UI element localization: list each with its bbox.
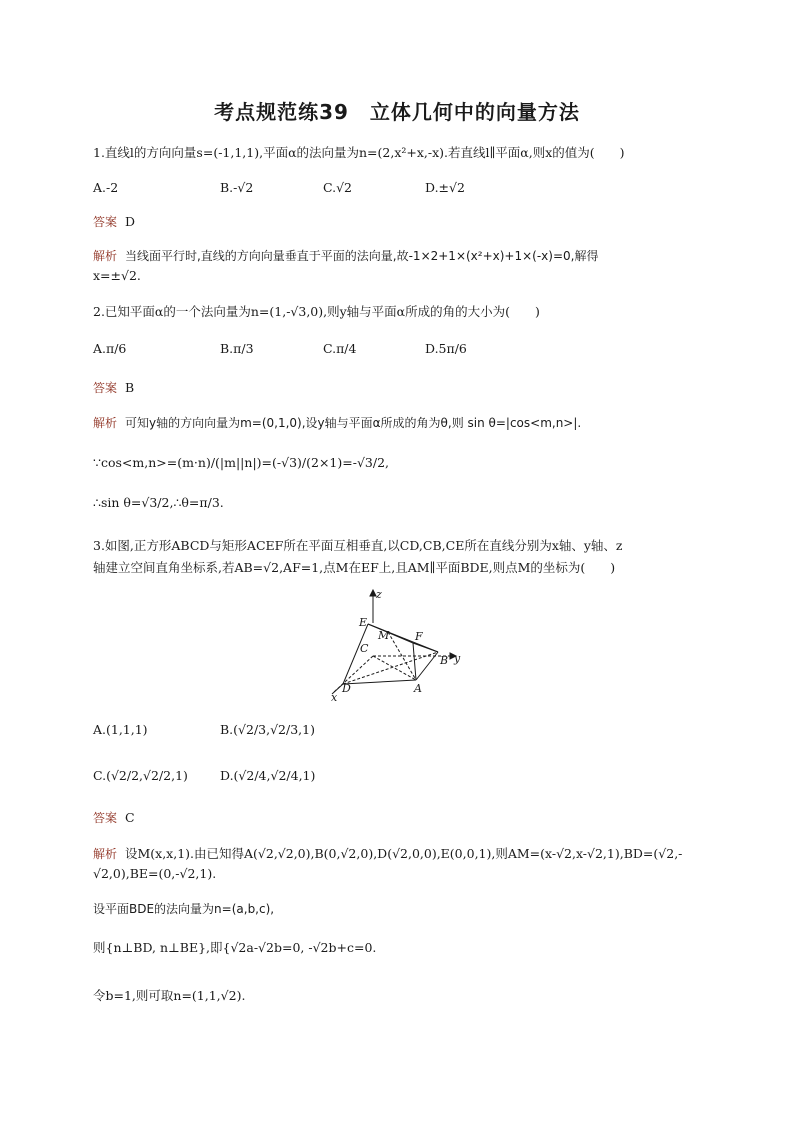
q3-stem-line2: 轴建立空间直角坐标系,若AB=√2,AF=1,点M在EF上,且AM∥平面BDE,则点M的坐标为( ) <box>93 560 616 575</box>
edge-MA <box>388 632 416 680</box>
q1-option-d: D.±√2 <box>425 180 465 195</box>
q1-stem: 1.直线l的方向向量s=(-1,1,1),平面α的法向量为n=(2,x²+x,-x).若直线l∥平面α,则x的值为( ) <box>93 145 625 160</box>
edge-FA <box>413 643 416 680</box>
q2-option-a: A.π/6 <box>93 341 127 356</box>
analysis-text: 当线面平行时,直线的方向向量垂直于平面的法向量,故-1×2+1×(x²+x)+1×(-x)=0,解得 <box>124 249 599 263</box>
q3-option-a: A.(1,1,1) <box>93 722 148 737</box>
q3-analysis <box>93 846 682 862</box>
q1-option-a: A.-2 <box>93 180 119 195</box>
analysis-label: 解析 <box>93 249 118 263</box>
answer-value: D <box>124 214 135 229</box>
label-C: C <box>360 642 369 655</box>
q3-option-d: D.(√2/4,√2/4,1) <box>220 768 316 783</box>
label-E: E <box>359 616 368 629</box>
answer-label: 答案 <box>93 215 118 229</box>
answer-label: 答案 <box>93 811 118 825</box>
analysis-label: 解析 <box>93 847 118 861</box>
label-B: B <box>440 654 449 667</box>
label-y: y <box>454 652 461 665</box>
q3-analysis-line4: 则{n⊥BD, n⊥BE},即{√2a-√2b=0, -√2b+c=0. <box>93 940 377 955</box>
q3-analysis-line3: 设平面BDE的法向量为n=(a,b,c), <box>93 902 275 916</box>
label-D: D <box>342 682 351 695</box>
label-z: z <box>376 588 382 601</box>
q2-analysis-line3: ∴sin θ=√3/2,∴θ=π/3. <box>93 495 224 510</box>
q2-option-c: C.π/4 <box>323 341 357 356</box>
answer-value: C <box>124 810 135 825</box>
analysis-text: 可知y轴的方向向量为m=(0,1,0),设y轴与平面α所成的角为θ,则 sin θ=|cos<m,n>|. <box>124 416 582 430</box>
q1-answer <box>93 214 135 230</box>
label-x: x <box>331 691 338 703</box>
q2-option-b: B.π/3 <box>220 341 254 356</box>
q1-option-c: C.√2 <box>323 180 353 195</box>
q2-analysis-line2: ∵cos<m,n>=(m·n)/(|m||n|)=(-√3)/(2×1)=-√3/2, <box>93 455 390 470</box>
label-M: M <box>378 629 390 642</box>
analysis-label: 解析 <box>93 416 118 430</box>
q2-analysis <box>93 415 581 431</box>
answer-value: B <box>124 380 135 395</box>
answer-label: 答案 <box>93 381 118 395</box>
q3-analysis-line5: 令b=1,则可取n=(1,1,√2). <box>93 988 246 1003</box>
q2-option-d: D.5π/6 <box>425 341 467 356</box>
q1-analysis-cont: x=±√2. <box>93 268 141 283</box>
q1-option-b: B.-√2 <box>220 180 254 195</box>
q3-analysis-line2: √2,0),BE=(0,-√2,1). <box>93 866 217 881</box>
edge-EF <box>368 624 413 643</box>
analysis-text: 设M(x,x,1).由已知得A(√2,√2,0),B(0,√2,0),D(√2,0,0),E(0,0,1),则AM=(x-√2,x-√2,1),BD=(√2,- <box>124 846 683 861</box>
q3-answer <box>93 810 135 826</box>
edge-DB <box>343 652 438 684</box>
q1-analysis <box>93 248 598 264</box>
q3-option-b: B.(√2/3,√2/3,1) <box>220 722 315 737</box>
q2-stem: 2.已知平面α的一个法向量为n=(1,-√3,0),则y轴与平面α所成的角的大小为( ) <box>93 304 540 319</box>
page-title: 考点规范练39 立体几何中的向量方法 <box>214 100 580 124</box>
label-A: A <box>414 682 422 695</box>
geometry-figure <box>328 588 478 703</box>
q3-stem-line1: 3.如图,正方形ABCD与矩形ACEF所在平面互相垂直,以CD,CB,CE所在直线分别为x轴、y轴、z <box>93 538 623 553</box>
edge-FB <box>413 643 438 652</box>
label-F: F <box>415 630 423 643</box>
q2-answer <box>93 380 134 396</box>
q3-option-c: C.(√2/2,√2/2,1) <box>93 768 188 783</box>
